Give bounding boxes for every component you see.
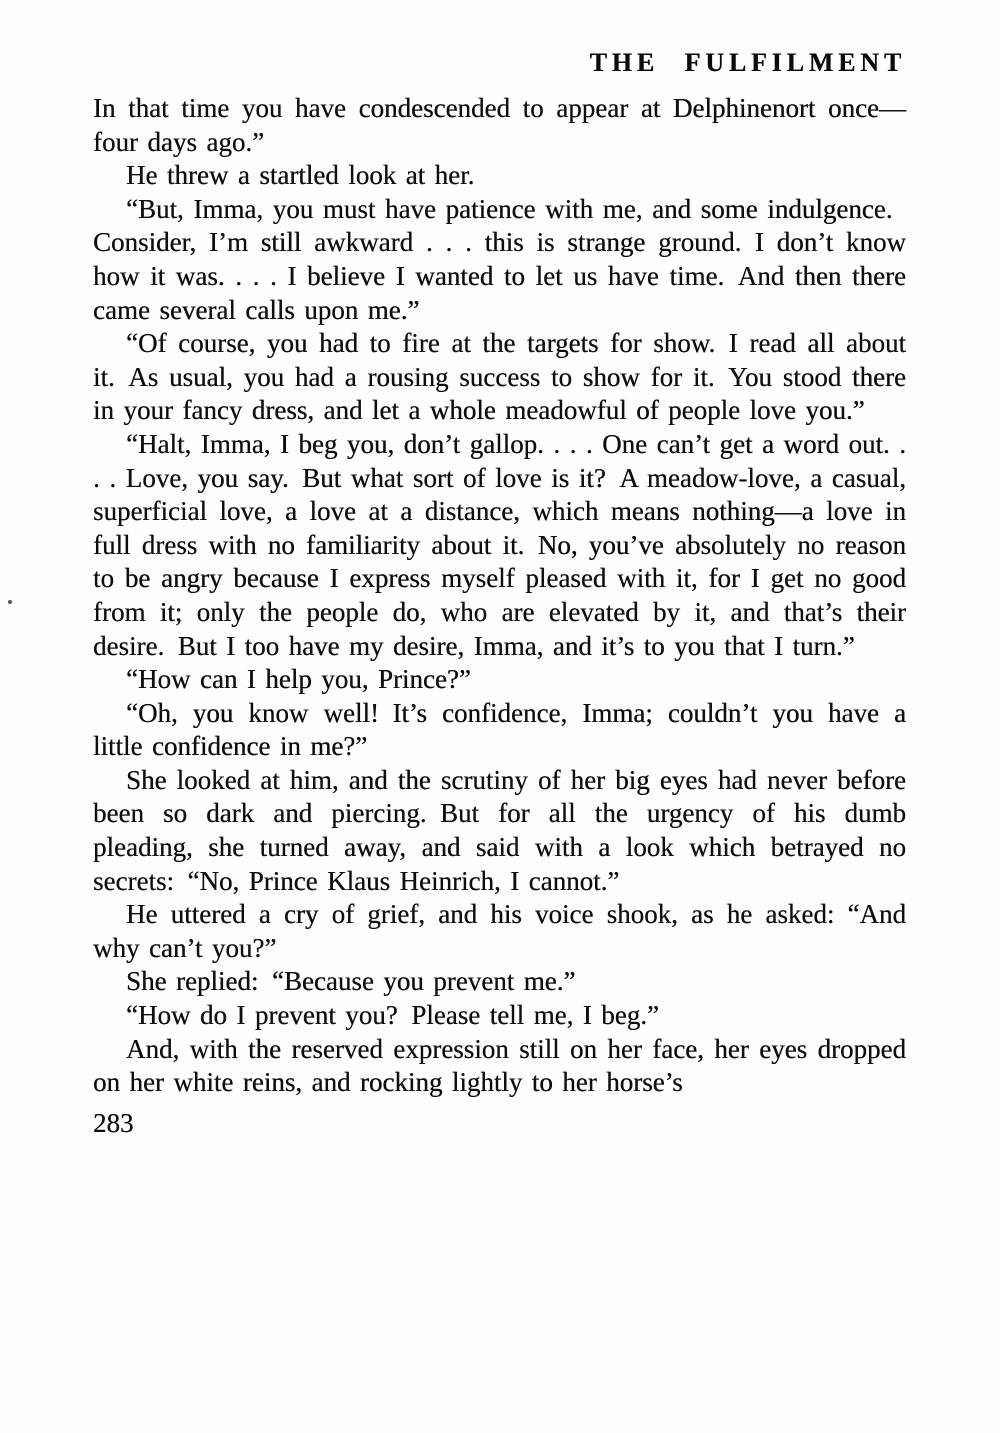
paragraph: He threw a startled look at her. xyxy=(126,160,475,191)
paragraph: She replied: “Because you prevent me.” xyxy=(126,966,576,997)
running-head: THE FULFILMENT xyxy=(589,48,906,77)
paragraph: “How do I prevent you? Please tell me, I beg.” xyxy=(126,1000,659,1031)
paragraph: He uttered a cry of grief, and his voice shook, as he asked: “And why can’t you?” xyxy=(93,899,906,963)
page-number: 283 xyxy=(93,1107,134,1138)
page-body xyxy=(93,92,906,1100)
scan-speck xyxy=(8,600,12,604)
paragraph: “Of course, you had to fire at the targets for show. I read all about it. As usual, you had a rousing success to show for it. You stood there in your fancy dress, and let a whole meadowful of people love you.” xyxy=(93,328,906,426)
paragraph: “Oh, you know well! It’s confidence, Imma; couldn’t you have a little confidence in me?” xyxy=(93,697,906,762)
paragraph: “How can I help you, Prince?” xyxy=(126,664,471,695)
paragraph: “But, Imma, you must have patience with me, and some indulgence. Consider, I’m still awkward . . . this is strange ground. I don’t know how it was. . . . I believe I wanted to let us have time. And then there came several calls upon me.” xyxy=(93,193,906,325)
paragraph: She looked at him, and the scrutiny of her big eyes had never before been so dark and piercing. But for all the urgency of his dumb pleading, she turned away, and said with a look which betrayed no secrets: “No, Prince Klaus Heinrich, I cannot.” xyxy=(93,764,906,896)
paragraph: In that time you have condescended to appear at Delphinenort once—four days ago.” xyxy=(93,93,906,157)
paragraph: “Halt, Imma, I beg you, don’t gallop. . . . One can’t get a word out. . . . Love, you say. But what sort of love is it? A meadow-love, a casual, superficial love, a love at a distance, which means nothing—a love in full dress with no familiarity about it. No, you’ve absolutely no reason to be angry because I express myself pleased with it, for I get no good from it; only the people do, who are elevated by it, and that’s their desire. But I too have my desire, Imma, and it’s to you that I turn.” xyxy=(93,428,906,661)
text-column xyxy=(93,48,906,1139)
paragraph: And, with the reserved expression still on her face, her eyes dropped on her white reins, and rocking lightly to her horse’s xyxy=(93,1033,906,1098)
